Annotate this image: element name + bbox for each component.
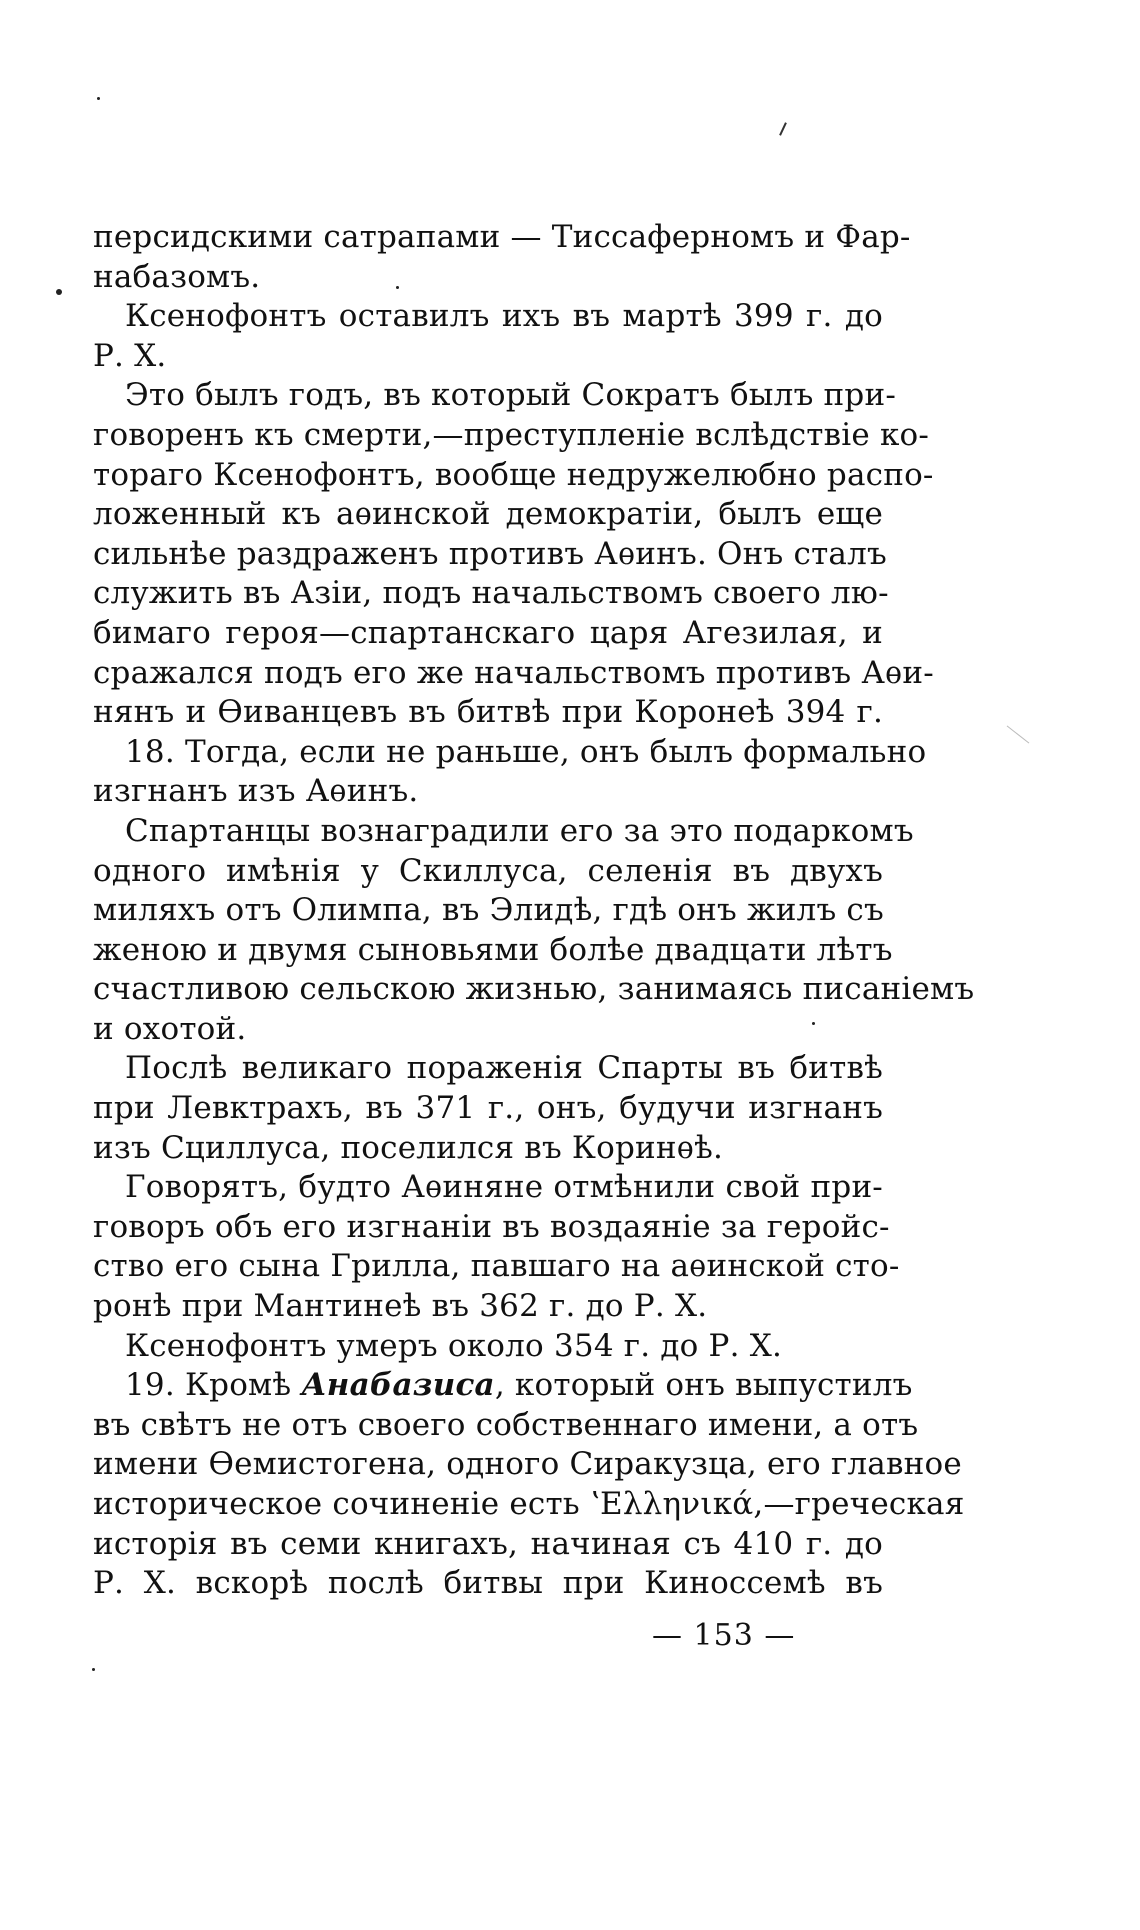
text-line: персидскими сатрапами — Тиссаферномъ и Фар- bbox=[93, 219, 911, 255]
page-number: — 153 — bbox=[652, 1618, 796, 1653]
paragraph bbox=[93, 733, 927, 812]
text-line: Ксенофонтъ умеръ около 354 г. до Р. Х. bbox=[125, 1327, 783, 1364]
text-line: служить въ Азіи, подъ начальствомъ своего лю- bbox=[93, 575, 889, 612]
text-line: 18. Тогда, если не раньше, онъ былъ формально bbox=[125, 733, 927, 770]
paragraph bbox=[93, 1327, 883, 1367]
text-line: одного имѣнія у Скиллуса, селенія въ двухъ bbox=[93, 852, 883, 889]
text-line: ство его сына Грилла, павшаго на аѳинской сто- bbox=[93, 1248, 900, 1285]
paper-scratch bbox=[1007, 725, 1030, 743]
text-line: набазомъ. bbox=[93, 258, 261, 295]
text-line: женою и двумя сыновьями болѣе двадцати лѣтъ bbox=[93, 931, 893, 968]
text-line: ложенный къ аѳинской демократіи, былъ еще bbox=[93, 496, 883, 533]
text-line: Р. Х. bbox=[93, 337, 167, 374]
text-line: Спартанцы вознаградили его за это подаркомъ bbox=[125, 812, 914, 849]
text-line: ронѣ при Мантинеѣ въ 362 г. до Р. Х. bbox=[93, 1288, 708, 1325]
paragraph bbox=[93, 376, 934, 732]
text-line: изгнанъ изъ Аѳинъ. bbox=[93, 773, 419, 810]
ink-speck bbox=[97, 97, 100, 100]
text-line: нянъ и Ѳиванцевъ въ битвѣ при Коронеѣ 394 г. bbox=[93, 694, 883, 731]
paragraph bbox=[93, 297, 883, 376]
text-line: исторія въ семи книгахъ, начиная съ 410 г. до bbox=[93, 1525, 883, 1562]
text-line: изъ Сциллуса, поселился въ Коринѳѣ. bbox=[93, 1129, 724, 1166]
text-line: Говорятъ, будто Аѳиняне отмѣнили свой при- bbox=[125, 1169, 883, 1206]
text-line: Ксенофонтъ оставилъ ихъ въ мартѣ 399 г. до bbox=[125, 298, 883, 335]
text-line: бимаго героя—спартанскаго царя Агезилая, и bbox=[93, 614, 883, 651]
text-line: въ свѣтъ не отъ своего собственнаго имени, а отъ bbox=[93, 1406, 919, 1443]
text-line: Это былъ годъ, въ который Сократъ былъ при- bbox=[125, 377, 896, 414]
ink-speck bbox=[56, 289, 62, 295]
text-line: тораго Ксенофонтъ, вообще недружелюбно распо- bbox=[93, 456, 934, 493]
body-text bbox=[93, 218, 975, 1604]
paragraph bbox=[93, 1366, 965, 1604]
paragraph bbox=[93, 1049, 883, 1168]
paragraph bbox=[93, 812, 975, 1050]
paragraph bbox=[93, 218, 911, 297]
text-line-with-italic-title: 19. Кромѣ Анабазиса, который онъ выпустилъ bbox=[125, 1367, 913, 1404]
text-line: историческое сочиненіе есть ʽΕλληνικά,—греческая bbox=[93, 1486, 965, 1522]
text-line: миляхъ отъ Олимпа, въ Элидѣ, гдѣ онъ жилъ съ bbox=[93, 892, 884, 929]
text-line: при Левктрахъ, въ 371 г., онъ, будучи изгнанъ bbox=[93, 1090, 883, 1127]
ink-speck bbox=[92, 1668, 95, 1671]
text-line: сражался подъ его же начальствомъ противъ Аѳи- bbox=[93, 654, 934, 691]
paragraph bbox=[93, 1168, 900, 1326]
text-line: Р. Х. вскорѣ послѣ битвы при Киноссемѣ въ bbox=[93, 1565, 883, 1602]
text-line: говоренъ къ смерти,—преступленіе вслѣдствіе ко- bbox=[93, 416, 930, 453]
text-line: Послѣ великаго пораженія Спарты въ битвѣ bbox=[125, 1050, 883, 1087]
text-line: и охотой. bbox=[93, 1010, 247, 1047]
text-line: имени Ѳемистогена, одного Сиракузца, его главное bbox=[93, 1446, 962, 1483]
text-line: сильнѣе раздраженъ противъ Аѳинъ. Онъ сталъ bbox=[93, 535, 887, 572]
ink-mark bbox=[779, 122, 787, 136]
text-line: счастливою сельскою жизнью, занимаясь писаніемъ bbox=[93, 971, 975, 1008]
book-title-italic: Анабазиса bbox=[301, 1367, 495, 1404]
text-line: говоръ объ его изгнаніи въ воздаяніе за геройс- bbox=[93, 1208, 890, 1245]
